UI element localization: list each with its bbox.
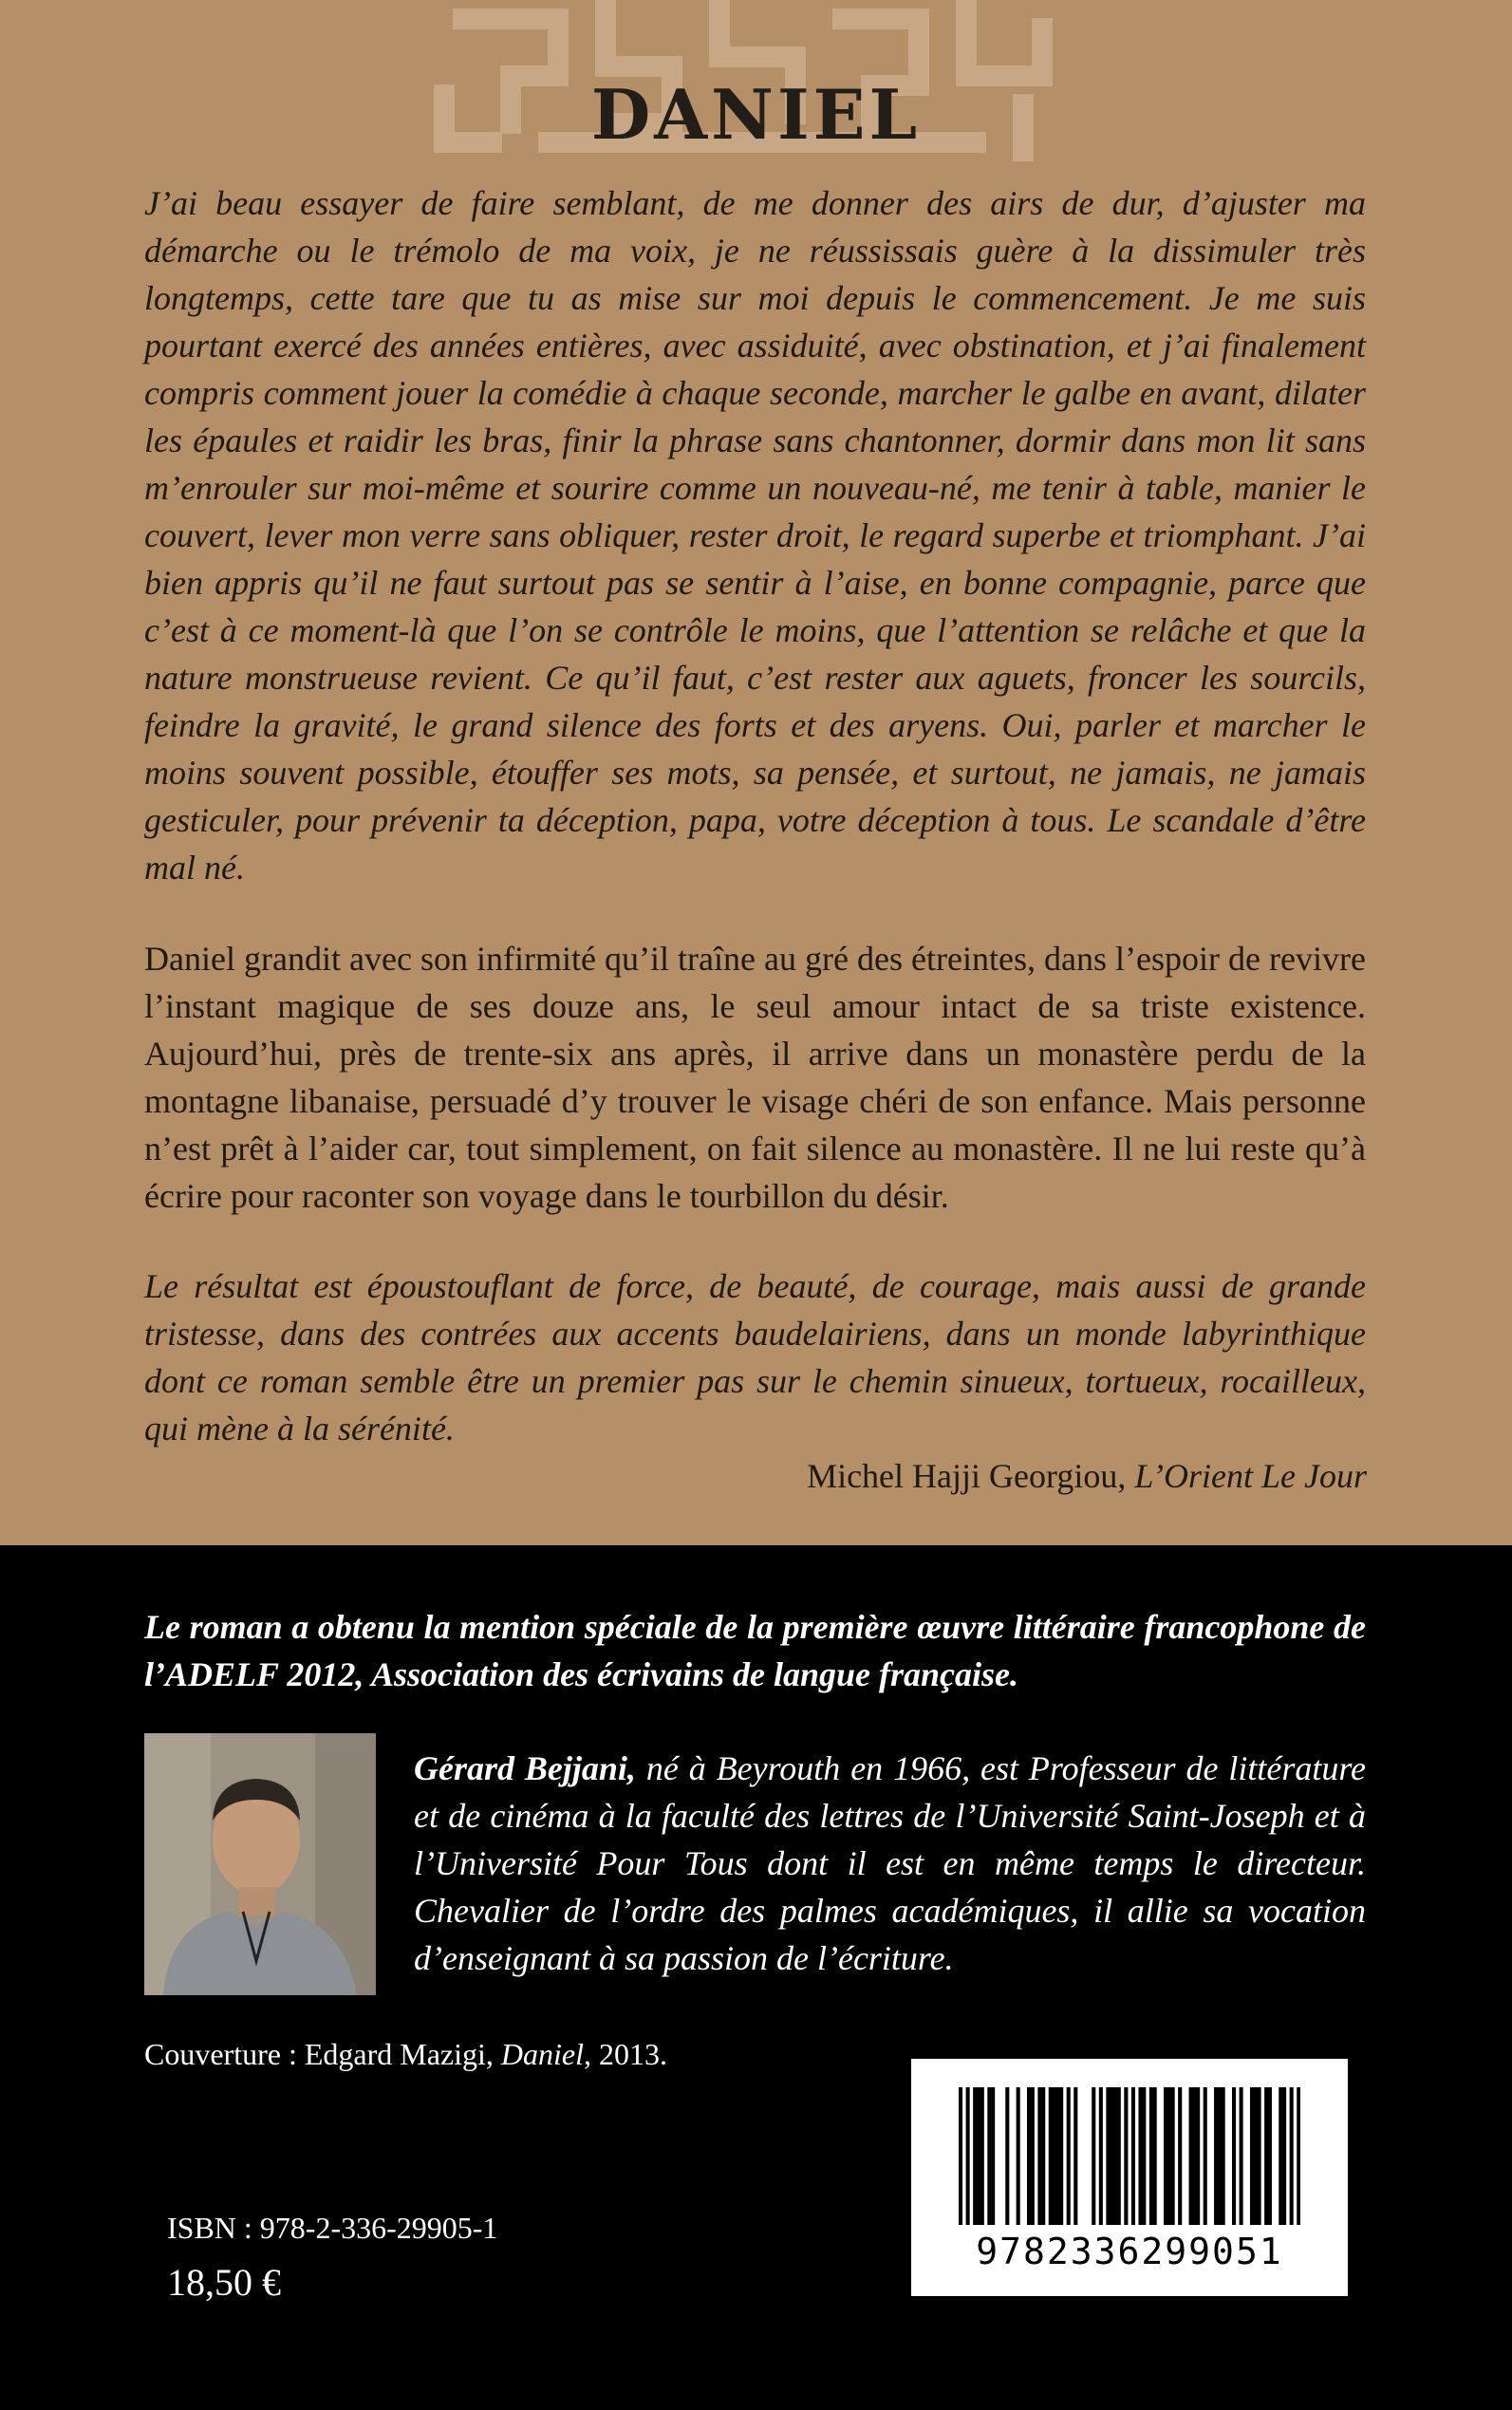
review-source: L’Orient Le Jour [1134, 1457, 1367, 1495]
barcode-bar [1204, 2087, 1207, 2225]
barcode-bar [1041, 2087, 1045, 2225]
barcode-bar [991, 2087, 995, 2225]
cover-credit-work: Daniel [500, 2037, 584, 2071]
review-author: Michel Hajji Georgiou, [807, 1457, 1127, 1495]
barcode-bar [973, 2087, 977, 2225]
book-title: DANIEL [590, 74, 922, 155]
barcode-bar [1124, 2087, 1128, 2225]
barcode-bar [1232, 2087, 1236, 2225]
barcode-bar [1258, 2087, 1261, 2225]
barcode-number: 9782336299051 [976, 2231, 1283, 2272]
author-name: Gérard Bejjani, [414, 1749, 636, 1787]
barcode-bar [1049, 2087, 1053, 2225]
barcode-bar [1073, 2087, 1077, 2225]
barcode-bar [1282, 2087, 1286, 2225]
barcode-bar [1268, 2087, 1272, 2225]
author-bio-text: né à Beyrouth en 1966, est Professeur de littérature et de cinéma à la faculté des lettres de l’Université Saint-Joseph et à l’Université Pour Tous dont il est en même temps le directeur. Chevalier de l’ordre des palmes académiques, il allie sa vocation d’enseignant à sa passion de l’écriture. [414, 1749, 1367, 1977]
barcode-bar [1059, 2087, 1063, 2225]
barcode-bar [1031, 2087, 1035, 2225]
barcode-bar [1297, 2087, 1300, 2225]
barcode-bar [1037, 2087, 1041, 2225]
cover-credit-prefix: Couverture : Edgard Mazigi, [144, 2037, 494, 2071]
barcode-bar [1167, 2087, 1171, 2225]
barcode-bar [1005, 2087, 1009, 2225]
review-attribution [807, 1452, 1367, 1500]
barcode-bar [1113, 2087, 1117, 2225]
barcode-bar [1055, 2087, 1059, 2225]
barcode-bar [959, 2087, 962, 2225]
summary-paragraph: Daniel grandit avec son infirmité qu’il traîne au gré des étreintes, dans l’espoir de revivre l’instant magique de ses douze ans, le seul amour intact de sa triste existence. Aujourd’hui, près de trente-six ans après, il arrive dans un monastère perdu de la montagne libanaise, persuadé d’y trouver le visage chéri de son enfance. Mais personne n’est prêt à l’aider car, tout simplement, on fait silence au monastère. Il ne lui reste qu’à écrire pour raconter son voyage dans le tourbillon du désir. [144, 940, 1366, 1215]
barcode-bar [1110, 2087, 1113, 2225]
barcode-bar [1117, 2087, 1121, 2225]
barcode-bar [980, 2087, 984, 2225]
barcode-bar [1240, 2087, 1243, 2225]
barcode-bar [1192, 2087, 1196, 2225]
price: 18,50 € [167, 2261, 281, 2304]
barcode-bar [1149, 2087, 1153, 2225]
barcode-bar [1131, 2087, 1135, 2225]
excerpt-paragraph: J’ai beau essayer de faire semblant, de me donner des airs de dur, d’ajuster ma démarche ou le trémolo de ma voix, je ne réussissais guère à la dissimuler très longtemps, cette tare que tu as mise sur moi depuis le commencement. Je me suis pourtant exercé des années entières, avec assiduité, avec obstination, et j’ai finalement compris comment jouer la comédie à chaque seconde, marcher le galbe en avant, dilater les épaules et raidir les bras, finir la phrase sans chantonner, dormir dans mon lit sans m’enrouler sur moi-même et sourire comme un nouveau-né, me tenir à table, manier le couvert, lever mon verre sans obliquer, rester droit, le regard superbe et triomphant. J’ai bien appris qu’il ne faut surtout pas se sentir à l’aise, en bonne compagnie, parce que c’est à ce moment-là que l’on se contrôle le moins, que l’attention se relâche et que la nature monstrueuse revient. Ce qu’il faut, c’est rester aux aguets, froncer les sourcils, feindre la gravité, le grand silence des forts et des aryens. Oui, parler et marcher le moins souvent possible, étouffer ses mots, sa pensée, et surtout, ne jamais, ne jamais gesticuler, pour prévenir ta déception, papa, votre déception à tous. Le scandale d’être mal né. [144, 184, 1366, 887]
barcode-bar [1250, 2087, 1254, 2225]
barcode-bars [959, 2087, 1300, 2225]
barcode-bar [1222, 2087, 1225, 2225]
author-photo [144, 1733, 376, 1995]
barcode-bar [1164, 2087, 1167, 2225]
barcode-bar [1017, 2087, 1020, 2225]
barcode-bar [1099, 2087, 1103, 2225]
author-bio [414, 1745, 1366, 1982]
barcode-bar [1279, 2087, 1282, 2225]
review-quote: Le résultat est époustouflant de force, de beauté, de courage, mais aussi de grande tristesse, dans des contrées aux accents baudelairiens, dans un monde labyrinthique dont ce roman semble être un premier pas sur le chemin sinueux, tortueux, rocailleux, qui mène à la sérénité. [144, 1267, 1366, 1448]
barcode [911, 2059, 1348, 2296]
cover-credit [144, 2033, 667, 2075]
barcode-bar [1189, 2087, 1193, 2225]
barcode-bar [1290, 2087, 1294, 2225]
barcode-bar [1053, 2087, 1056, 2225]
barcode-bar [1196, 2087, 1200, 2225]
barcode-bar [1178, 2087, 1182, 2225]
award-statement: Le roman a obtenu la mention spéciale de la première œuvre littéraire francophone de l’ADELF 2012, Association des écrivains de langue française. [144, 1608, 1366, 1693]
barcode-bar [977, 2087, 980, 2225]
barcode-bar [966, 2087, 970, 2225]
barcode-bar [1092, 2087, 1095, 2225]
barcode-bar [1106, 2087, 1110, 2225]
barcode-bar [1067, 2087, 1071, 2225]
barcode-bar [1138, 2087, 1142, 2225]
isbn: ISBN : 978-2-336-29905-1 [167, 2211, 498, 2245]
barcode-bar [1142, 2087, 1146, 2225]
barcode-bar [1153, 2087, 1157, 2225]
barcode-bar [1254, 2087, 1258, 2225]
barcode-bar [987, 2087, 991, 2225]
barcode-bar [1264, 2087, 1268, 2225]
barcode-bar [1218, 2087, 1222, 2225]
barcode-bar [1027, 2087, 1031, 2225]
barcode-bar [1214, 2087, 1218, 2225]
barcode-bar [1171, 2087, 1175, 2225]
cover-credit-year: , 2013. [583, 2037, 667, 2071]
